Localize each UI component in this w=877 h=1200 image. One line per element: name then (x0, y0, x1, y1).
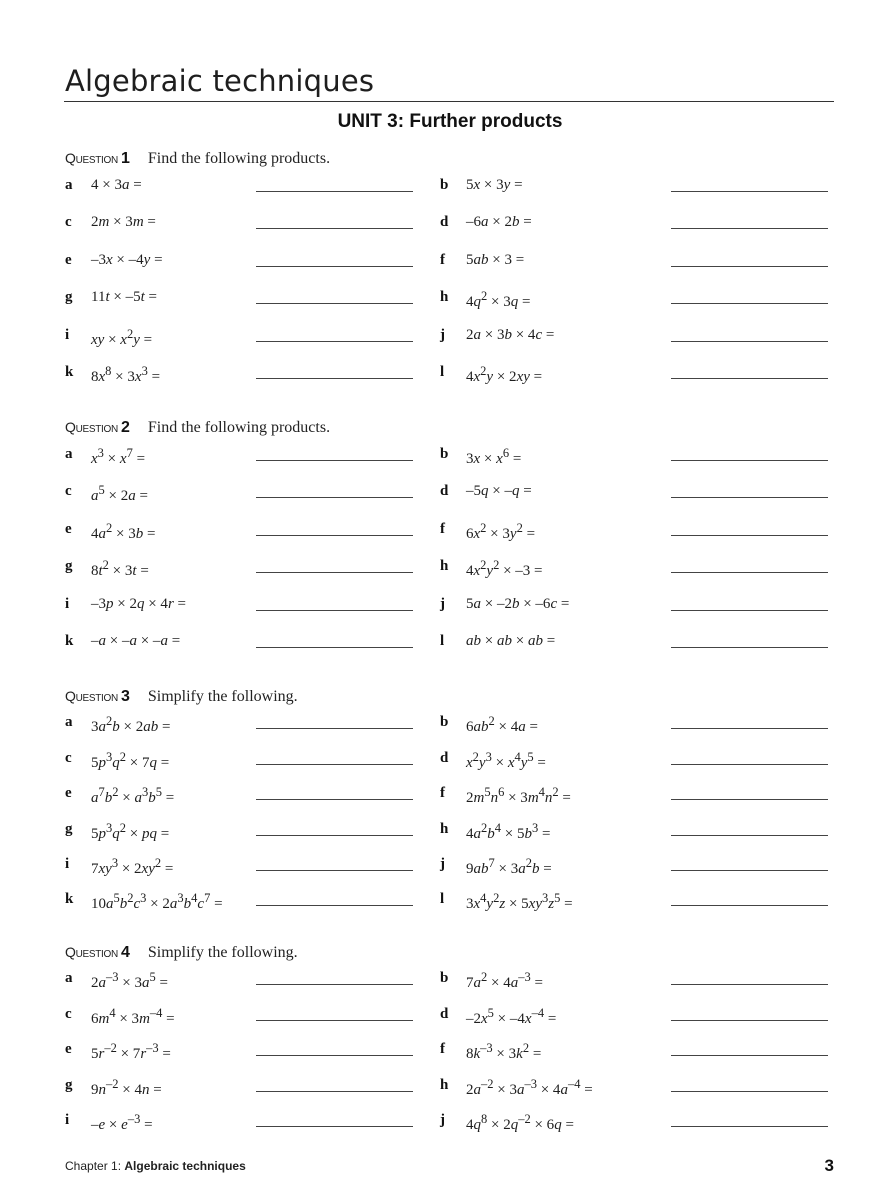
answer-blank[interactable] (256, 1055, 413, 1056)
item-label: d (440, 214, 449, 230)
item-expression: $7a^2 \times 4a^{-3}$ = (466, 970, 543, 991)
answer-blank[interactable] (256, 497, 413, 498)
item-label: j (440, 327, 445, 343)
answer-blank[interactable] (671, 728, 828, 729)
item-label: a (65, 446, 73, 462)
item-expression: 11t × –5t = (91, 289, 157, 305)
answer-blank[interactable] (671, 764, 828, 765)
item-expression: 2a × 3b × 4c = (466, 327, 555, 343)
item-label: k (65, 364, 74, 380)
question-word: Question (65, 944, 118, 960)
item-expression: $4a^2b^4 \times 5b^3$ = (466, 821, 551, 842)
item-label: g (65, 1077, 73, 1093)
item-expression: $2m^5n^6 \times 3m^4n^2$ = (466, 785, 571, 806)
question-instruction: Find the following products. (147, 150, 331, 167)
item-expression: $6m^4 \times 3m^{-4}$ = (91, 1006, 175, 1027)
item-label: c (65, 750, 72, 766)
item-expression: ab × ab × ab = (466, 633, 556, 649)
item-label: h (440, 289, 449, 305)
answer-blank[interactable] (256, 984, 413, 985)
item-expression: $3a^2b \times 2ab$ = (91, 714, 171, 735)
question-number: 1 (120, 150, 130, 167)
item-label: f (440, 785, 445, 801)
answer-blank[interactable] (671, 303, 828, 304)
item-expression: $x^3 \times x^7$ = (91, 446, 146, 467)
footer-chapter-prefix: Chapter 1: (65, 1159, 122, 1173)
item-label: c (65, 1006, 72, 1022)
item-expression: $3x^4y^2z \times 5xy^3z^5$ = (466, 891, 573, 912)
item-label: i (65, 856, 70, 872)
answer-blank[interactable] (256, 266, 413, 267)
item-expression: 2m × 3m = (91, 214, 156, 230)
answer-blank[interactable] (256, 1020, 413, 1021)
question-instruction: Simplify the following. (147, 688, 298, 705)
answer-blank[interactable] (671, 799, 828, 800)
item-expression: $4x^2y \times 2xy$ = (466, 364, 543, 385)
item-label: j (440, 1112, 445, 1128)
answer-blank[interactable] (256, 799, 413, 800)
answer-blank[interactable] (671, 1020, 828, 1021)
question-header (65, 944, 298, 966)
item-label: b (440, 714, 449, 730)
item-label: k (65, 633, 74, 649)
item-label: h (440, 1077, 449, 1093)
item-expression: $6ab^2 \times 4a$ = (466, 714, 538, 735)
item-expression: $9n^{-2} \times 4n$ = (91, 1077, 162, 1098)
answer-blank[interactable] (671, 266, 828, 267)
item-expression: 5a × –2b × –6c = (466, 596, 570, 612)
item-expression: –a × –a × –a = (91, 633, 181, 649)
item-label: e (65, 785, 72, 801)
item-expression: $8t^2 \times 3t$ = (91, 558, 149, 579)
item-label: b (440, 970, 449, 986)
item-label: j (440, 856, 445, 872)
item-expression: $10a^5b^2c^3 \times 2a^3b^4c^7$ = (91, 891, 223, 912)
answer-blank[interactable] (256, 341, 413, 342)
footer-chapter-name: Algebraic techniques (124, 1159, 246, 1173)
item-label: b (440, 177, 449, 193)
answer-blank[interactable] (671, 1055, 828, 1056)
item-expression: $7xy^3 \times 2xy^2$ = (91, 856, 174, 877)
question-number: 4 (120, 944, 130, 961)
item-label: i (65, 596, 70, 612)
item-expression: $x^2y^3 \times x^4y^5$ = (466, 750, 546, 771)
item-label: e (65, 1041, 72, 1057)
item-label: h (440, 558, 449, 574)
item-expression: $4q^8 \times 2q^{-2} \times 6q$ = (466, 1112, 574, 1133)
footer-chapter (65, 1159, 246, 1173)
answer-blank[interactable] (256, 191, 413, 192)
answer-blank[interactable] (671, 497, 828, 498)
item-label: c (65, 214, 72, 230)
question-header (65, 419, 330, 441)
item-label: l (440, 633, 445, 649)
question-header (65, 688, 298, 710)
answer-blank[interactable] (671, 984, 828, 985)
item-expression: –5q × –q = (466, 483, 532, 499)
item-expression: $4x^2y^2 \times -3$ = (466, 558, 543, 579)
item-label: f (440, 252, 445, 268)
item-label: l (440, 364, 445, 380)
answer-blank[interactable] (256, 1126, 413, 1127)
answer-blank[interactable] (671, 378, 828, 379)
answer-blank[interactable] (671, 905, 828, 906)
item-expression: $-e \times e^{-3}$ = (91, 1112, 153, 1133)
question-word: Question (65, 688, 118, 704)
item-expression: xy × $x^2y$ = (91, 327, 153, 348)
answer-blank[interactable] (256, 378, 413, 379)
item-label: a (65, 970, 73, 986)
question-number: 3 (120, 688, 130, 705)
item-expression: 4 × 3a = (91, 177, 142, 193)
item-label: i (65, 1112, 70, 1128)
item-label: e (65, 521, 72, 537)
item-label: a (65, 177, 73, 193)
answer-blank[interactable] (256, 228, 413, 229)
answer-blank[interactable] (256, 610, 413, 611)
item-expression: $5p^3q^2 \times 7q$ = (91, 750, 170, 771)
answer-blank[interactable] (256, 460, 413, 461)
item-label: g (65, 558, 73, 574)
item-label: d (440, 1006, 449, 1022)
answer-blank[interactable] (671, 460, 828, 461)
answer-blank[interactable] (256, 905, 413, 906)
item-label: g (65, 821, 73, 837)
answer-blank[interactable] (671, 610, 828, 611)
item-label: d (440, 483, 449, 499)
item-expression: $a^7b^2 \times a^3b^5$ = (91, 785, 175, 806)
answer-blank[interactable] (671, 870, 828, 871)
item-label: i (65, 327, 70, 343)
item-expression: $3x \times x^6$ = (466, 446, 522, 467)
item-expression: $6x^2 \times 3y^2$ = (466, 521, 536, 542)
answer-blank[interactable] (256, 647, 413, 648)
answer-blank[interactable] (671, 535, 828, 536)
item-label: b (440, 446, 449, 462)
item-label: e (65, 252, 72, 268)
item-expression: $-2x^5 \times -4x^{-4}$ = (466, 1006, 557, 1027)
item-expression: –3x × –4y = (91, 252, 163, 268)
answer-blank[interactable] (256, 303, 413, 304)
answer-blank[interactable] (671, 647, 828, 648)
item-label: l (440, 891, 445, 907)
item-expression: –3p × 2q × 4r = (91, 596, 186, 612)
item-label: d (440, 750, 449, 766)
answer-blank[interactable] (671, 572, 828, 573)
item-expression: $5r^{-2} \times 7r^{-3}$ = (91, 1041, 171, 1062)
answer-blank[interactable] (256, 572, 413, 573)
answer-blank[interactable] (256, 535, 413, 536)
answer-blank[interactable] (671, 228, 828, 229)
item-expression: $8k^{-3} \times 3k^2$ = (466, 1041, 542, 1062)
item-label: j (440, 596, 445, 612)
item-label: g (65, 289, 73, 305)
item-expression: 5x × 3y = (466, 177, 523, 193)
question-instruction: Simplify the following. (147, 944, 298, 961)
item-expression: $9ab^7 \times 3a^2b$ = (466, 856, 552, 877)
answer-blank[interactable] (256, 728, 413, 729)
unit-heading: UNIT 3: Further products (337, 111, 563, 132)
item-label: h (440, 821, 449, 837)
item-label: k (65, 891, 74, 907)
answer-blank[interactable] (256, 764, 413, 765)
answer-blank[interactable] (671, 341, 828, 342)
answer-blank[interactable] (256, 1091, 413, 1092)
answer-blank[interactable] (256, 835, 413, 836)
item-expression: –6a × 2b = (466, 214, 532, 230)
title-rule (64, 101, 834, 102)
item-expression: $2a^{-2} \times 3a^{-3} \times 4a^{-4}$ = (466, 1077, 593, 1098)
answer-blank[interactable] (671, 1091, 828, 1092)
question-word: Question (65, 419, 118, 435)
chapter-title: Algebraic techniques (65, 64, 375, 98)
item-expression: $2a^{-3} \times 3a^5$ = (91, 970, 168, 991)
question-word: Question (65, 150, 118, 166)
question-header (65, 150, 330, 172)
item-label: f (440, 1041, 445, 1057)
item-expression: $8x^8 \times 3x^3$ = (91, 364, 161, 385)
question-instruction: Find the following products. (147, 419, 331, 436)
answer-blank[interactable] (671, 191, 828, 192)
page-number: 3 (824, 1156, 834, 1175)
answer-blank[interactable] (671, 835, 828, 836)
answer-blank[interactable] (256, 870, 413, 871)
item-expression: $4a^2 \times 3b$ = (91, 521, 156, 542)
item-label: a (65, 714, 73, 730)
item-label: f (440, 521, 445, 537)
item-expression: $a^5 \times 2a$ = (91, 483, 148, 504)
item-expression: 5ab × 3 = (466, 252, 525, 268)
item-label: c (65, 483, 72, 499)
question-number: 2 (120, 419, 130, 436)
item-expression: $4q^2 \times 3q$ = (466, 289, 531, 310)
item-expression: $5p^3q^2$ × pq = (91, 821, 170, 842)
answer-blank[interactable] (671, 1126, 828, 1127)
